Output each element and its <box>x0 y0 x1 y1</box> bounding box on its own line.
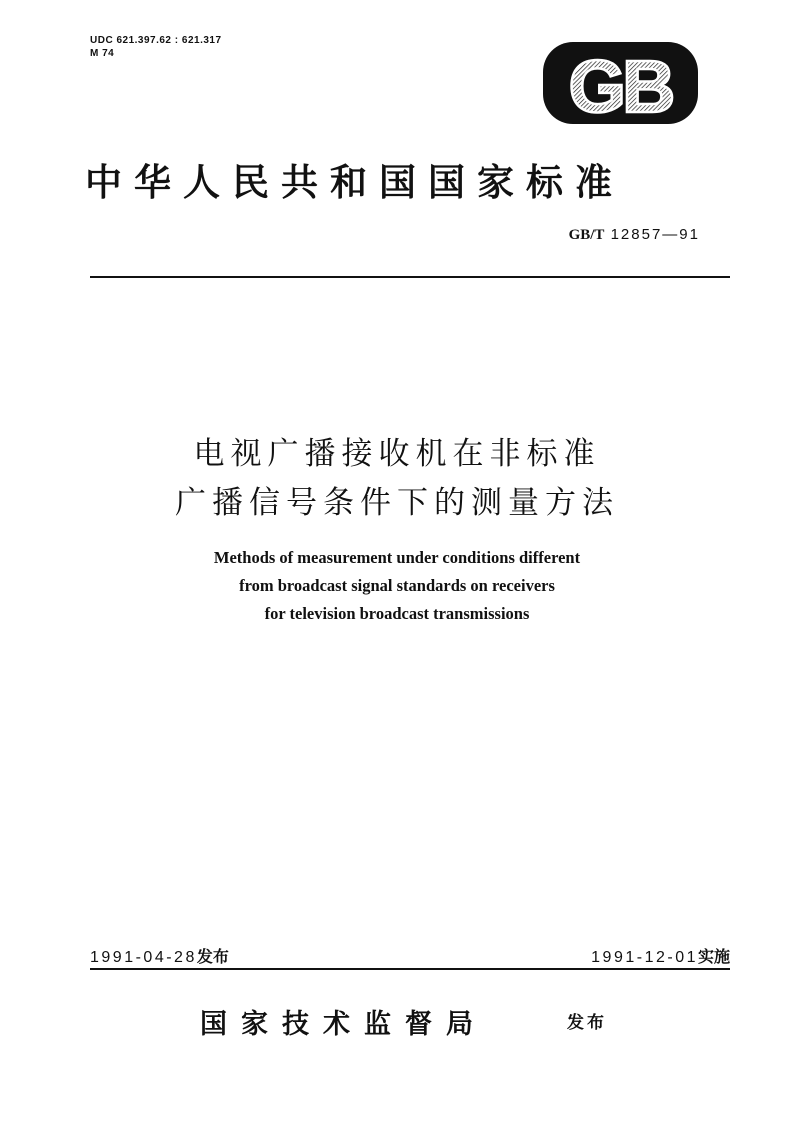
issue-date-label: 发布 <box>196 947 229 966</box>
udc-block <box>90 34 222 60</box>
gb-logo <box>543 42 698 124</box>
publisher-name: 国家技术监督局 <box>200 1009 487 1040</box>
standard-number-value: 12857—91 <box>604 226 700 243</box>
publisher-suffix: 发布 <box>567 1013 607 1033</box>
classification-code: M 74 <box>90 48 115 59</box>
implementation-date-value: 1991-12-01 <box>591 949 698 966</box>
udc-code: UDC 621.397.62 : 621.317 <box>90 35 222 46</box>
national-standard-title: 中华人民共和国国家标准 <box>85 161 624 204</box>
top-divider <box>90 276 730 278</box>
issue-date <box>90 944 229 967</box>
chinese-title-line-1: 电视广播接收机在非标准 <box>193 436 601 472</box>
chinese-title-line-2: 广播信号条件下的测量方法 <box>175 485 619 521</box>
bottom-divider <box>90 968 730 970</box>
issue-date-value: 1991-04-28 <box>90 949 197 966</box>
english-title-line-1: Methods of measurement under conditions different <box>213 548 581 567</box>
gb-logo-text: GB <box>568 45 672 124</box>
english-title-line-3: for television broadcast transmissions <box>264 604 530 623</box>
standard-number-prefix: GB/T <box>568 227 605 243</box>
standard-number <box>500 226 700 244</box>
english-title-line-2: from broadcast signal standards on receivers <box>239 576 555 595</box>
implementation-date <box>480 944 730 967</box>
implementation-date-label: 实施 <box>697 947 730 966</box>
